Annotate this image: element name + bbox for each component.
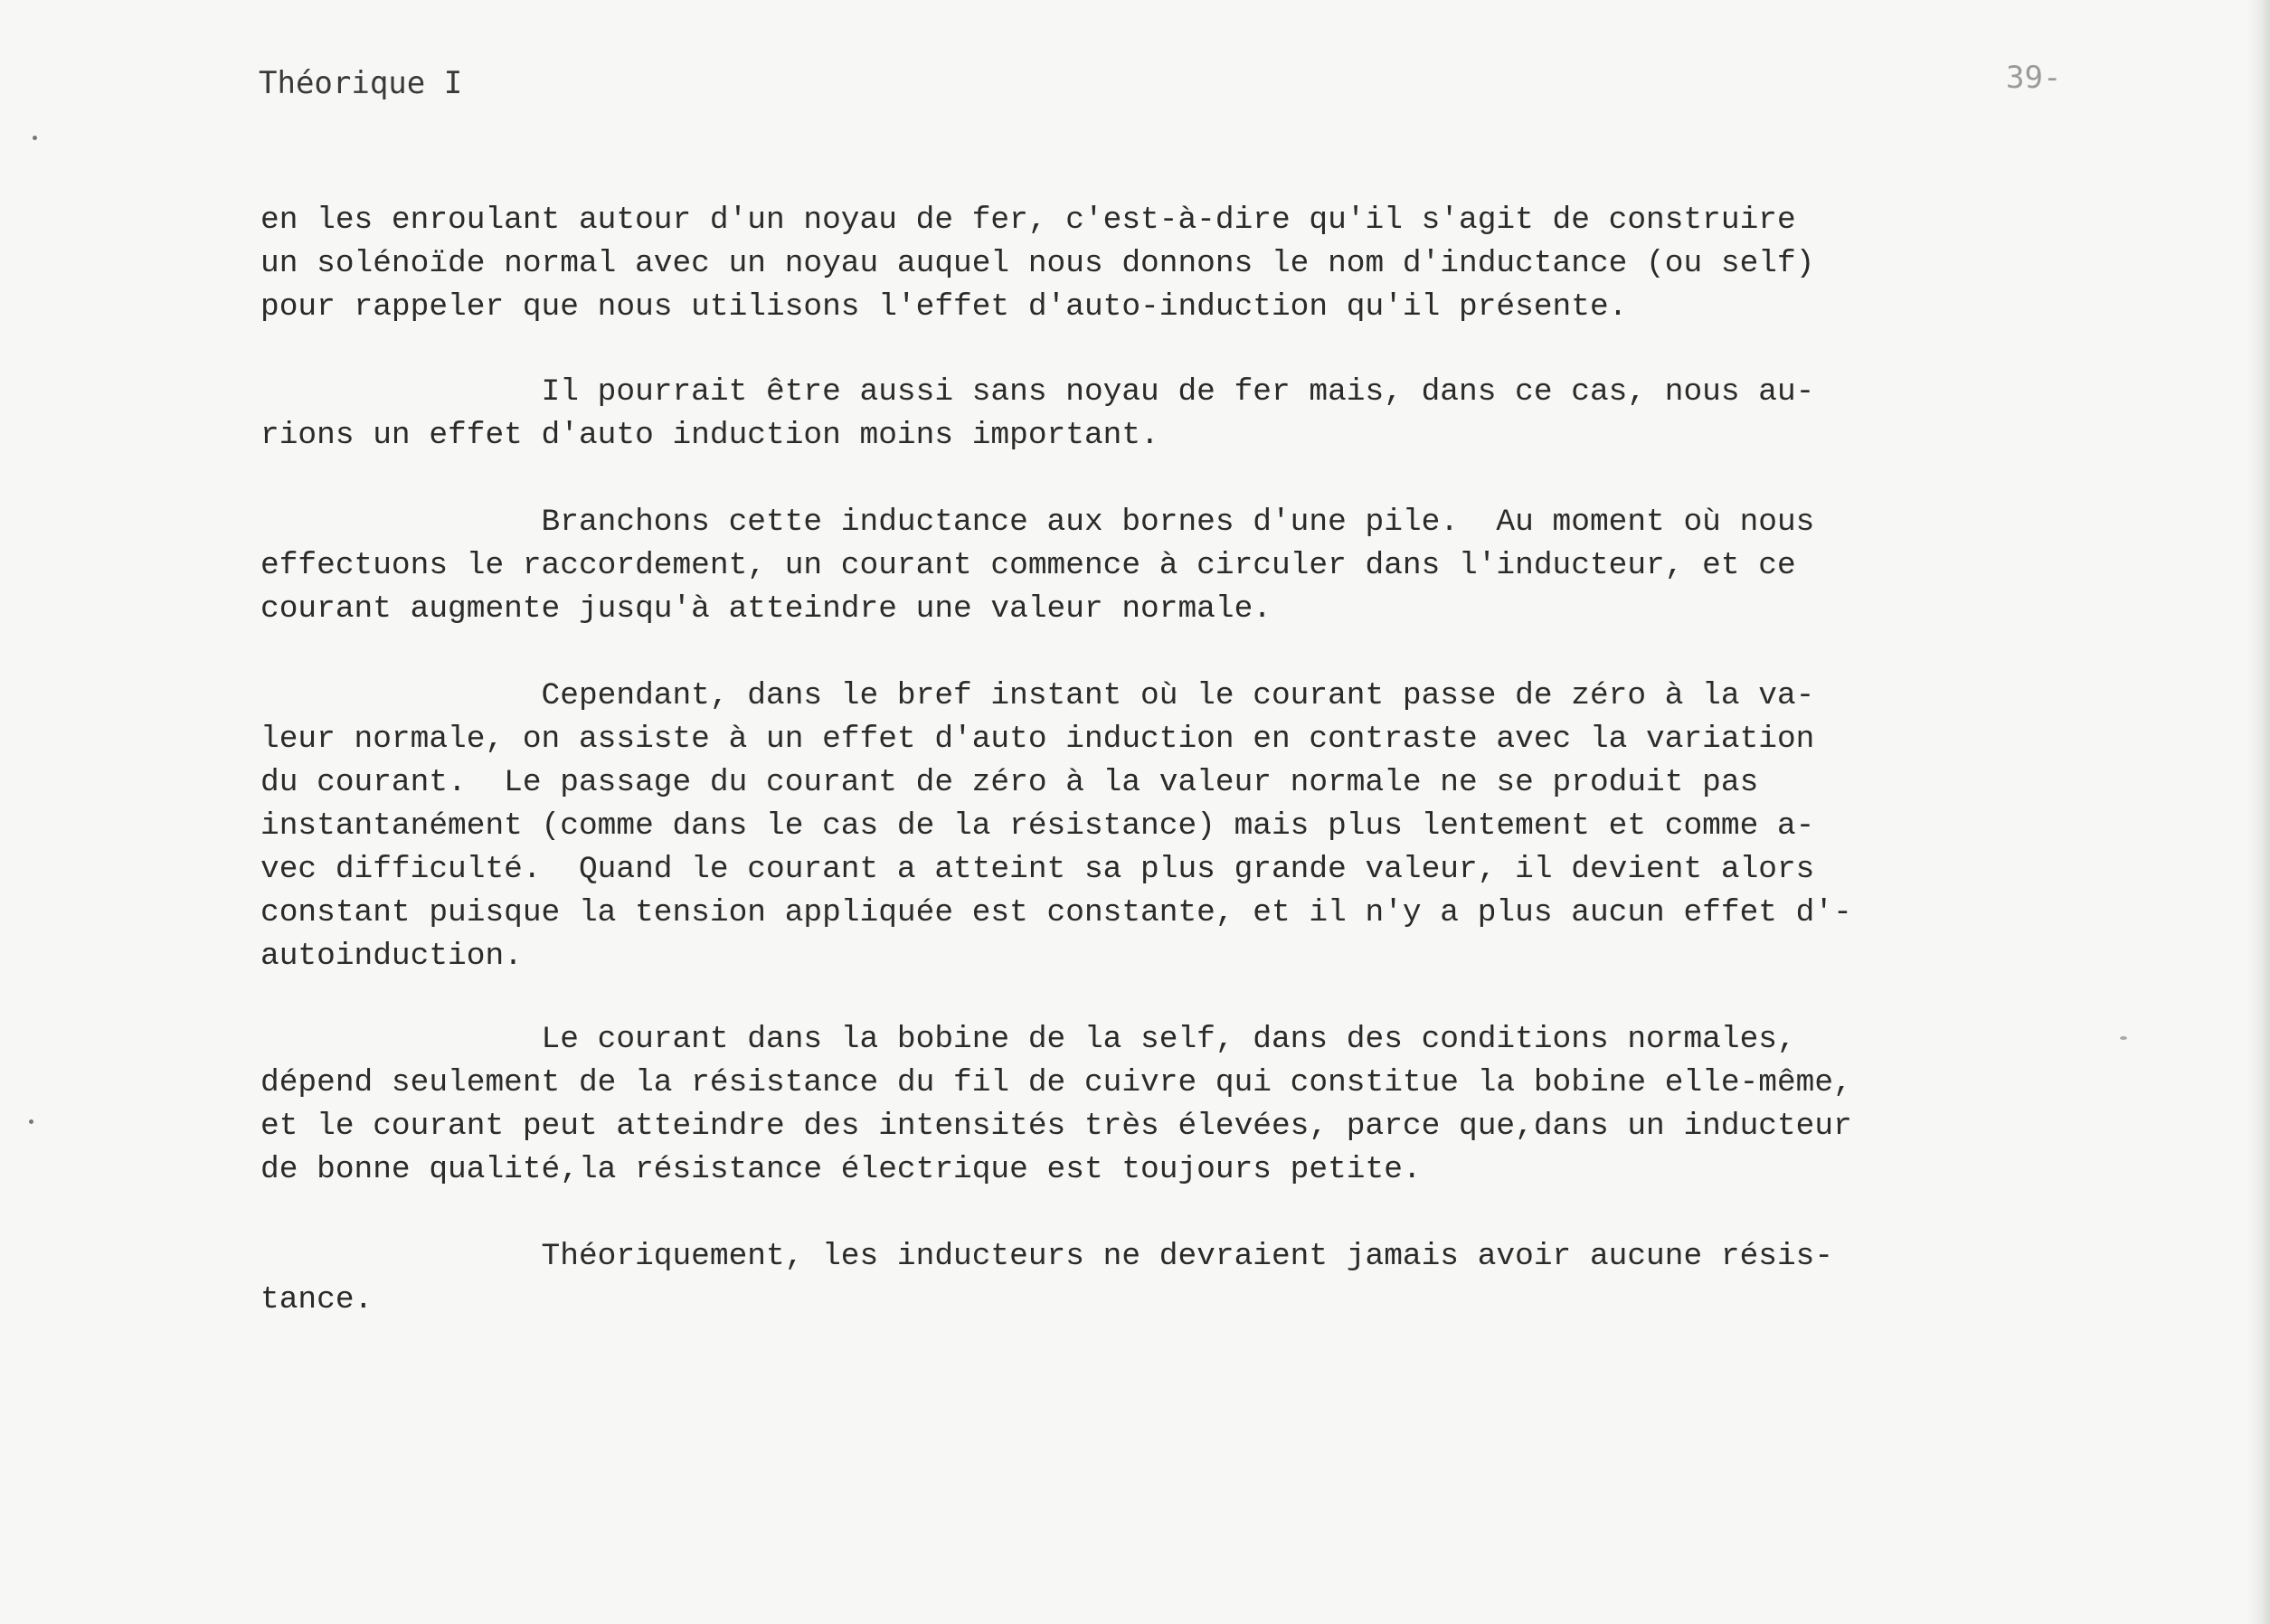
paragraph — [260, 675, 1852, 978]
text-line: rions un effet d'auto induction moins important. — [260, 418, 1159, 453]
text-line: Il pourrait être aussi sans noyau de fer mais, dans ce cas, nous au- — [260, 374, 1815, 410]
scan-speck — [29, 1119, 33, 1124]
text-line: constant puisque la tension appliquée est constante, et il n'y a plus aucun effet d'- — [260, 895, 1852, 930]
text-line: Branchons cette inductance aux bornes d'une pile. Au moment où nous — [260, 505, 1815, 540]
paragraph — [260, 1235, 1833, 1322]
text-line: tance. — [260, 1282, 374, 1317]
text-line: instantanément (comme dans le cas de la résistance) mais plus lentement et comme a- — [260, 808, 1815, 844]
text-line: Le courant dans la bobine de la self, dans des conditions normales, — [260, 1022, 1796, 1057]
text-line: leur normale, on assiste à un effet d'auto induction en contraste avec la variation — [260, 722, 1815, 757]
paragraph — [260, 501, 1814, 631]
text-line: dépend seulement de la résistance du fil de cuivre qui constitue la bobine elle-même, — [260, 1065, 1852, 1100]
text-line: autoinduction. — [260, 939, 523, 974]
running-head: Théorique I — [259, 65, 463, 101]
scan-speck — [33, 136, 37, 140]
scan-speck — [2120, 1036, 2127, 1040]
text-line: vec difficulté. Quand le courant a atteint sa plus grande valeur, il devient alors — [260, 852, 1815, 887]
text-line: un solénoïde normal avec un noyau auquel nous donnons le nom d'inductance (ou self) — [260, 246, 1815, 281]
text-line: Théoriquement, les inducteurs ne devraient jamais avoir aucune résis- — [260, 1239, 1834, 1274]
page-edge-shadow — [2246, 0, 2270, 1624]
text-line: pour rappeler que nous utilisons l'effet d'auto-induction qu'il présente. — [260, 289, 1628, 325]
paragraph — [260, 1018, 1852, 1192]
paragraph — [260, 199, 1814, 329]
text-line: en les enroulant autour d'un noyau de fer, c'est-à-dire qu'il s'agit de construire — [260, 203, 1796, 238]
text-line: courant augmente jusqu'à atteindre une valeur normale. — [260, 591, 1272, 627]
paragraph — [260, 371, 1814, 458]
page-number: 39- — [2006, 60, 2062, 96]
text-line: Cependant, dans le bref instant où le courant passe de zéro à la va- — [260, 678, 1815, 713]
text-line: effectuons le raccordement, un courant commence à circuler dans l'inducteur, et ce — [260, 548, 1796, 583]
text-line: du courant. Le passage du courant de zéro à la valeur normale ne se produit pas — [260, 765, 1759, 800]
text-line: de bonne qualité,la résistance électrique est toujours petite. — [260, 1152, 1422, 1187]
text-line: et le courant peut atteindre des intensités très élevées, parce que,dans un inducteur — [260, 1109, 1852, 1144]
